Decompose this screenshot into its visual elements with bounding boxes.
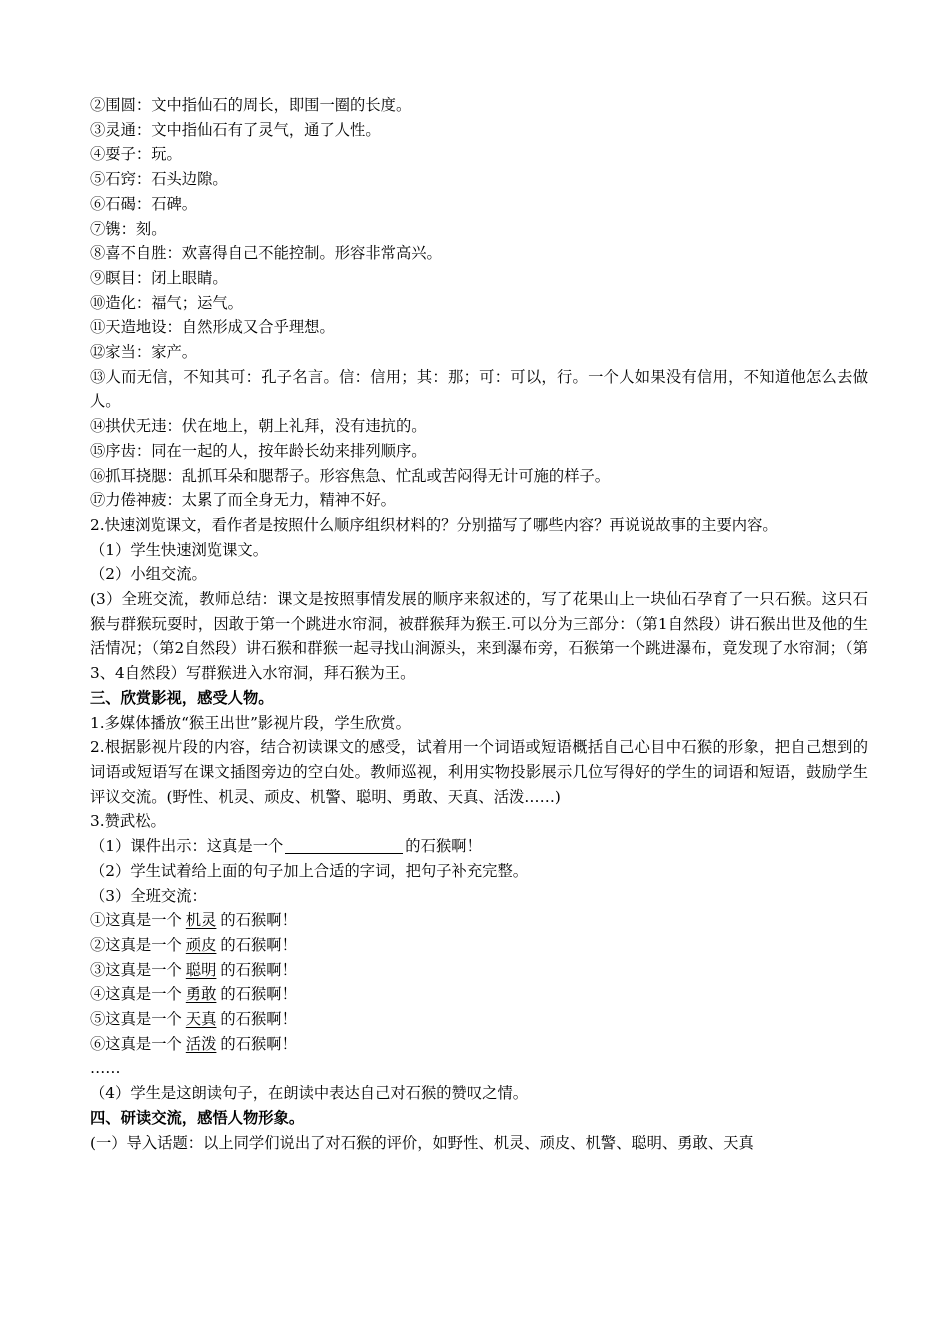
answer-prefix: ③这真是一个 bbox=[90, 960, 182, 979]
answer-word: 顽皮 bbox=[185, 935, 217, 954]
glossary-item: ②围圆：文中指仙石的周长，即围一圈的长度。 bbox=[90, 96, 412, 114]
section4-p1: (一）导入话题：以上同学们说出了对石猴的评价，如野性、机灵、顽皮、机警、聪明、勇敢、天真 bbox=[90, 1133, 754, 1152]
prompt-after: 的石猴啊！ bbox=[405, 837, 482, 856]
step2-sub: （1）学生快速浏览课文。 bbox=[90, 540, 268, 559]
glossary-item: ⑧喜不自胜：欢喜得自己不能控制。形容非常高兴。 bbox=[90, 244, 442, 263]
answer-suffix: 的石猴啊！ bbox=[220, 1034, 297, 1053]
glossary-item: ⑥石碣：石碑。 bbox=[90, 194, 198, 213]
glossary-item: ⑮序齿：同在一起的人，按年龄长幼来排列顺序。 bbox=[90, 441, 427, 460]
answer-line bbox=[90, 1007, 868, 1032]
answer-suffix: 的石猴啊！ bbox=[220, 1010, 297, 1029]
glossary-item: ⑨瞑目：闭上眼睛。 bbox=[90, 268, 228, 287]
answer-line bbox=[90, 958, 868, 983]
step2-title: 2.快速浏览课文，看作者是按照什么顺序组织材料的？分别描写了哪些内容？再说说故事的主要内容。 bbox=[90, 515, 778, 534]
glossary-item: ⑫家当：家产。 bbox=[90, 343, 198, 362]
glossary-item: ⑬人而无信，不知其可：孔子名言。信：信用；其：那；可：可以，行。一个人如果没有信用，不知道他怎么去做人。 bbox=[90, 367, 868, 411]
section3-p1: 1.多媒体播放“猴王出世”影视片段，学生欣赏。 bbox=[90, 713, 411, 732]
glossary-item: ⑤石窍：石头边隙。 bbox=[90, 170, 228, 189]
blank-line bbox=[285, 835, 403, 854]
answer-prefix: ②这真是一个 bbox=[90, 935, 182, 954]
section3-q4: （4）学生是这朗读句子，在朗读中表达自己对石猴的赞叹之情。 bbox=[90, 1084, 529, 1103]
glossary-item: ④耍子：玩。 bbox=[90, 145, 182, 164]
glossary-item: ⑦镌：刻。 bbox=[90, 219, 167, 238]
section3-q2: （2）学生试着给上面的句子加上合适的字词，把句子补充完整。 bbox=[90, 861, 529, 880]
prompt-before: （1）课件出示：这真是一个 bbox=[90, 837, 284, 856]
glossary-item: ⑩造化：福气；运气。 bbox=[90, 293, 243, 312]
answer-line bbox=[90, 1032, 868, 1057]
glossary-item: ⑭拱伏无违：伏在地上，朝上礼拜，没有违抗的。 bbox=[90, 417, 427, 436]
answer-word: 天真 bbox=[185, 1010, 217, 1029]
section3-q3: （3）全班交流： bbox=[90, 886, 207, 905]
answer-word: 聪明 bbox=[185, 960, 217, 979]
answer-prefix: ④这真是一个 bbox=[90, 985, 182, 1004]
glossary-item: ⑰力倦神疲：太累了而全身无力，精神不好。 bbox=[90, 491, 396, 510]
answer-suffix: 的石猴啊！ bbox=[220, 985, 297, 1004]
ellipsis: …… bbox=[90, 1059, 121, 1078]
answer-suffix: 的石猴啊！ bbox=[220, 960, 297, 979]
answer-suffix: 的石猴啊！ bbox=[220, 935, 297, 954]
answer-prefix: ⑤这真是一个 bbox=[90, 1010, 182, 1029]
answer-line bbox=[90, 908, 868, 933]
step2-sub: （2）小组交流。 bbox=[90, 565, 207, 584]
section3-p3: 3.赞武松。 bbox=[90, 812, 166, 831]
section3-p2: 2.根据影视片段的内容，结合初读课文的感受，试着用一个词语或短语概括自己心目中石猴的形象，把自己想到的词语或短语写在课文插图旁边的空白处。教师巡视，利用实物投影展示几位写得好的学生的词语和短语，鼓励学生评议交流。(野性、机灵、顽皮、机警、聪明、勇敢、天真、活泼……) bbox=[90, 738, 868, 806]
section3-heading: 三、欣赏影视，感受人物。 bbox=[90, 688, 274, 707]
answer-line bbox=[90, 933, 868, 958]
answer-prefix: ⑥这真是一个 bbox=[90, 1034, 182, 1053]
answer-word: 勇敢 bbox=[185, 985, 217, 1004]
step2-summary: (3）全班交流，教师总结：课文是按照事情发展的顺序来叙述的，写了花果山上一块仙石孕育了一只石猴。这只石猴与群猴玩耍时，因敢于第一个跳进水帘洞，被群猴拜为猴王.可以分为三部分：（第1自然段）讲石猴出世及他的生活情况；（第2自然段）讲石猴和群猴一起寻找山涧源头，来到瀑布旁，石猴第一个跳进瀑布，竟发现了水帘洞；（第3、4自然段）写群猴进入水帘洞，拜石猴为王。 bbox=[90, 590, 868, 683]
glossary-item: ⑪天造地设：自然形成又合乎理想。 bbox=[90, 318, 335, 337]
answer-word: 活泼 bbox=[185, 1034, 217, 1053]
fill-in-prompt bbox=[90, 834, 868, 859]
section4-heading: 四、研读交流，感悟人物形象。 bbox=[90, 1108, 305, 1127]
glossary-item: ③灵通：文中指仙石有了灵气，通了人性。 bbox=[90, 120, 381, 139]
answer-word: 机灵 bbox=[185, 911, 217, 930]
answer-suffix: 的石猴啊！ bbox=[220, 911, 297, 930]
glossary-item: ⑯抓耳挠腮：乱抓耳朵和腮帮子。形容焦急、忙乱或苦闷得无计可施的样子。 bbox=[90, 466, 611, 485]
answer-prefix: ①这真是一个 bbox=[90, 911, 182, 930]
document-body bbox=[90, 93, 868, 1155]
answer-line bbox=[90, 982, 868, 1007]
